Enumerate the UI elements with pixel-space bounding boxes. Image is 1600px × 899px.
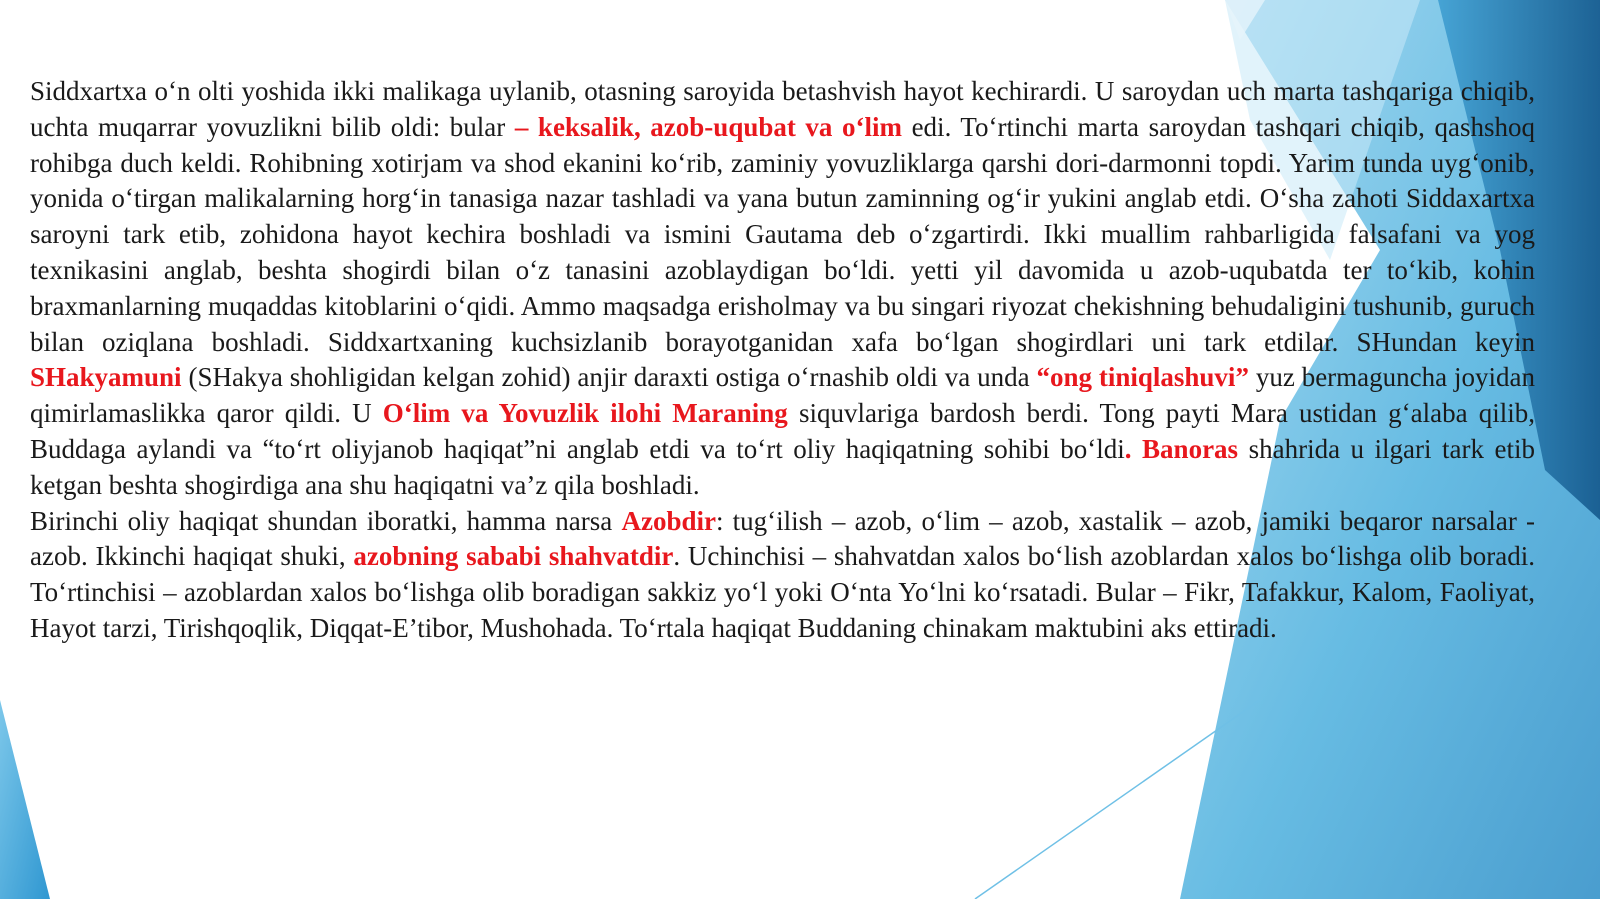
highlight-banoras: . Banoras	[1124, 433, 1239, 464]
paragraph-2	[30, 504, 1535, 647]
highlight-azobning-sababi: azobning sababi shahvatdir	[353, 541, 674, 572]
paragraph-2-text-3: . Uchinchisi – shahvatdan xalos bo‘lish azoblardan xalos bo‘lishga olib boradi. To‘rtinchisi – azoblardan xalos bo‘lishga olib boradigan sakkiz yo‘l yoki O‘nta Yo‘lni ko‘rsatadi. Bular – Fikr, Tafakkur, Kalom, Faoliyat, Hayot tarzi, Tirishqoqlik, Diqqat-E’tibor, Mushohada. To‘rtala haqiqat Buddaning chinakam maktubini aks ettiradi.	[30, 541, 1535, 643]
left-corner-shape	[0, 700, 50, 899]
highlight-ong-tiniqlashuvi: “ong tiniqlashuvi”	[1036, 362, 1249, 393]
highlight-maraning: O‘lim va Yovuzlik ilohi Maraning	[382, 398, 788, 429]
paragraph-2-text-1: Birinchi oliy haqiqat shundan iboratki, hamma narsa	[30, 505, 622, 536]
paragraph-1-text-6: shahrida u ilgari tark etib ketgan beshta shogirdiga ana shu haqiqatni va’z qila boshladi.	[30, 433, 1536, 500]
paragraph-1-text-1: Siddxartxa o‘n olti yoshida ikki malikaga uylanib, otasning saroyida betashvish hayot kechirardi. U saroydan uch marta tashqariga chiqib, uchta muqarrar yovuzlikni bilib oldi: bular	[30, 76, 1535, 142]
paragraph-1	[30, 74, 1535, 504]
highlight-shakyamuni: SHakyamuni	[30, 362, 182, 393]
paragraph-1-text-4: yuz bermaguncha joyidan qimirlamaslikka qaror qildi. U	[30, 362, 1535, 429]
paragraph-1-text-5: siquvlariga bardosh berdi. Tong payti Mara ustidan g‘alaba qilib, Buddaga aylandi va “to‘rt oliyjanob haqiqat”ni anglab etdi va to‘rt oliy haqiqatning sohibi bo‘ldi	[30, 398, 1535, 464]
paragraph-2-text-2: : tug‘ilish – azob, o‘lim – azob, xastalik – azob, jamiki beqaror narsalar - azob. Ikkinchi haqiqat shuki,	[30, 505, 1536, 572]
highlight-keksalik: – keksalik, azob-uqubat va o‘lim	[514, 111, 902, 142]
slide-text	[30, 74, 1535, 647]
highlight-azobdir: Azobdir	[621, 505, 716, 536]
paragraph-1-text-2: edi. To‘rtinchi marta saroydan tashqari chiqib, qashshoq rohibga duch keldi. Rohibning xotirjam va shod ekanini ko‘rib, zaminiy yovuzliklarga qarshi dori-darmonni topdi. Yarim tunda uyg‘onib, yonida o‘tirgan malikalarning horg‘in tanasiga nazar tashladi va yana butun zaminning og‘ir yukini anglab etdi. O‘sha zahoti Siddaxartxa saroyni tark etib, zohidona hayot kechira boshladi va ismini Gautama deb o‘zgartirdi. Ikki muallim rahbarligida falsafani va yog texnikasini anglab, beshta shogirdi bilan o‘z tanasini azoblaydigan bo‘ldi. yetti yil davomida u azob-uqubatda ter to‘kib, kohin braxmanlarning muqaddas kitoblarini o‘qidi. Ammo maqsadga erisholmay va bu singari riyozat chekishning behudaligini tushunib, guruch bilan oziqlana boshladi. Siddxartxaning kuchsizlanib borayotganidan xafa bo‘lgan shogirdlari uni tark etdilar. SHundan keyin	[30, 111, 1535, 357]
paragraph-1-text-3: (SHakya shohligidan kelgan zohid) anjir daraxti ostiga o‘rnashib oldi va unda	[181, 362, 1037, 393]
